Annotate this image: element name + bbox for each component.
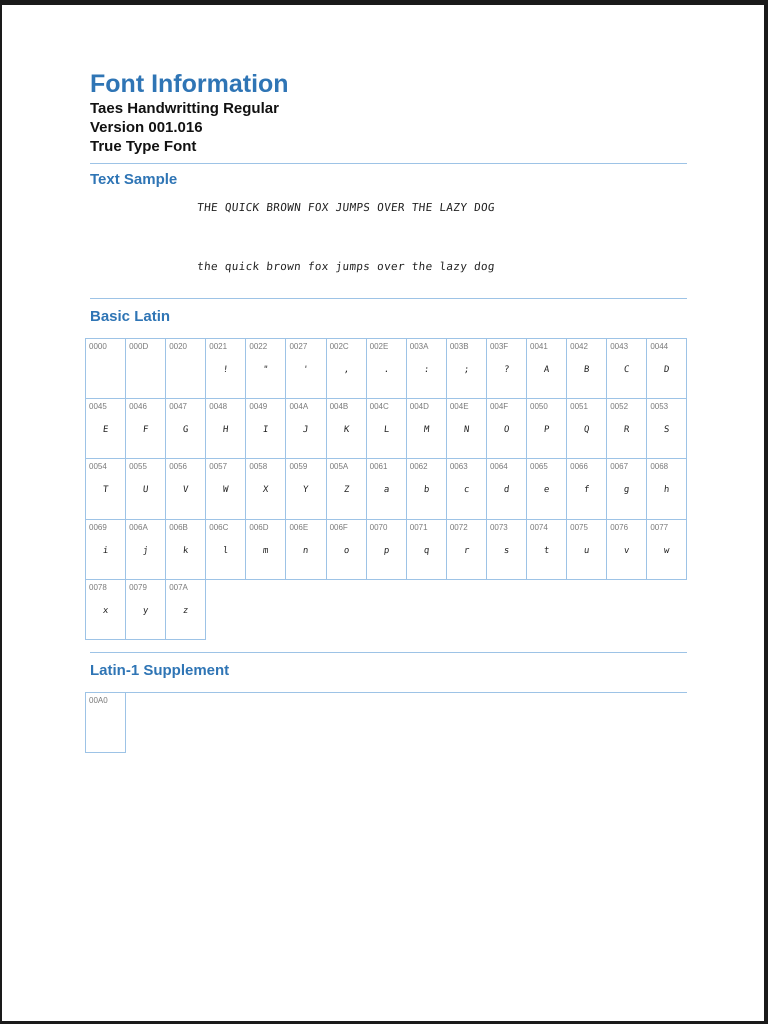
glyph-code: 002E (369, 342, 389, 351)
glyph-cell (607, 459, 647, 519)
glyph-sample: N (463, 425, 470, 436)
glyph-sample: e (543, 485, 550, 496)
font-name: Taes Handwritting Regular (90, 100, 279, 117)
glyph-sample: ! (222, 365, 230, 375)
glyph-cell (367, 339, 407, 399)
glyph-code: 0058 (249, 462, 268, 472)
glyph-cell (206, 520, 246, 580)
glyph-cell (487, 520, 527, 580)
sample-uppercase: THE QUICK BROWN FOX JUMPS OVER THE LAZY DOG (196, 201, 496, 214)
glyph-cell (126, 339, 166, 399)
glyph-sample: g (623, 485, 630, 496)
glyph-sample: s (503, 545, 510, 556)
glyph-sample: ' (302, 365, 310, 375)
glyph-code: 0027 (289, 342, 308, 351)
glyph-cell (126, 399, 166, 459)
glyph-code: 0063 (449, 462, 468, 472)
glyph-cell (647, 399, 687, 459)
glyph-cell (166, 459, 206, 519)
glyph-cell (407, 339, 447, 399)
glyph-sample: x (102, 605, 109, 616)
glyph-code: 006F (329, 522, 348, 532)
glyph-cell (286, 339, 326, 399)
glyph-cell (166, 339, 206, 399)
glyph-code: 0046 (129, 402, 147, 412)
glyph-code: 0020 (169, 342, 187, 351)
glyph-cell (86, 693, 126, 753)
divider (90, 163, 687, 164)
glyph-code: 004B (329, 402, 349, 412)
glyph-code: 004C (369, 402, 389, 412)
glyph-cell (567, 339, 607, 399)
glyph-code: 0000 (89, 342, 107, 351)
latin1-supplement-grid (85, 692, 687, 753)
glyph-cell (286, 399, 326, 459)
glyph-code: 0076 (610, 522, 629, 532)
glyph-cell (447, 459, 487, 519)
glyph-code: 0069 (89, 522, 107, 532)
glyph-sample: o (342, 545, 350, 556)
glyph-cell (166, 520, 206, 580)
glyph-code: 0073 (489, 522, 508, 532)
latin1-supplement-heading: Latin-1 Supplement (90, 662, 230, 679)
glyph-code: 004A (289, 402, 309, 412)
glyph-code: 0067 (610, 462, 629, 472)
glyph-cell (447, 399, 487, 459)
glyph-sample: C (623, 365, 630, 375)
text-sample-heading: Text Sample (90, 171, 178, 188)
glyph-cell (86, 520, 126, 580)
glyph-code: 0062 (409, 462, 428, 472)
glyph-sample: X (262, 485, 270, 496)
glyph-cell (407, 520, 447, 580)
glyph-sample: B (583, 365, 590, 375)
glyph-code: 0074 (530, 522, 548, 532)
glyph-cell (86, 399, 126, 459)
glyph-sample: q (423, 545, 430, 556)
glyph-sample: I (262, 425, 270, 436)
glyph-cell (367, 399, 407, 459)
glyph-cell (126, 580, 166, 640)
glyph-code: 0041 (530, 342, 548, 351)
glyph-sample: a (382, 485, 390, 496)
glyph-sample: L (382, 425, 390, 436)
glyph-code: 0043 (610, 342, 629, 351)
divider (90, 652, 687, 653)
glyph-sample: v (623, 545, 630, 556)
glyph-code: 0021 (209, 342, 228, 351)
glyph-cell (527, 520, 567, 580)
glyph-sample: G (182, 425, 189, 436)
glyph-code: 0079 (129, 582, 147, 592)
glyph-code: 005A (329, 462, 349, 472)
glyph-sample: K (342, 425, 350, 436)
glyph-sample: h (663, 485, 671, 496)
glyph-sample: , (342, 365, 350, 375)
glyph-cell (567, 459, 607, 519)
glyph-code: 006A (129, 522, 148, 532)
glyph-cell (487, 459, 527, 519)
glyph-code: 0061 (369, 462, 388, 472)
glyph-code: 0066 (570, 462, 588, 472)
glyph-cell (246, 459, 286, 519)
glyph-code: 0051 (570, 402, 588, 412)
glyph-cell (206, 459, 246, 519)
glyph-cell (327, 399, 367, 459)
glyph-cell (367, 520, 407, 580)
glyph-cell (286, 459, 326, 519)
glyph-code: 004F (489, 402, 509, 412)
page-title: Font Information (90, 70, 289, 98)
glyph-sample: Y (302, 485, 310, 496)
glyph-sample: T (102, 485, 109, 496)
glyph-code: 0045 (89, 402, 107, 412)
glyph-code: 002C (329, 342, 349, 351)
glyph-code: 0071 (409, 522, 428, 532)
glyph-sample: P (543, 425, 550, 436)
glyph-sample: i (102, 545, 109, 556)
glyph-sample: n (302, 545, 310, 556)
glyph-cell (327, 520, 367, 580)
glyph-code: 0068 (650, 462, 669, 472)
glyph-cell (607, 339, 647, 399)
glyph-cell (607, 520, 647, 580)
glyph-sample: k (182, 545, 189, 556)
glyph-code: 0056 (169, 462, 187, 472)
glyph-cell (86, 459, 126, 519)
glyph-cell (407, 459, 447, 519)
glyph-code: 003F (489, 342, 509, 351)
glyph-code: 0050 (530, 402, 548, 412)
glyph-code: 0022 (249, 342, 268, 351)
glyph-cell (607, 399, 647, 459)
glyph-cell (647, 520, 687, 580)
glyph-code: 0064 (489, 462, 508, 472)
glyph-code: 003B (449, 342, 469, 351)
glyph-cell (327, 459, 367, 519)
glyph-sample: f (583, 485, 590, 496)
glyph-sample: A (543, 365, 550, 375)
glyph-sample: b (423, 485, 430, 496)
glyph-code: 000D (129, 342, 149, 351)
glyph-code: 007A (169, 582, 188, 592)
glyph-sample: V (182, 485, 189, 496)
glyph-sample: S (663, 425, 671, 436)
glyph-code: 0075 (570, 522, 588, 532)
glyph-cell (286, 520, 326, 580)
glyph-sample: O (503, 425, 510, 436)
glyph-sample: l (222, 545, 230, 556)
glyph-cell (567, 399, 607, 459)
glyph-code: 006D (249, 522, 269, 532)
glyph-code: 0049 (249, 402, 268, 412)
glyph-cell (527, 459, 567, 519)
glyph-cell (567, 520, 607, 580)
glyph-code: 0044 (650, 342, 669, 351)
glyph-code: 006C (209, 522, 229, 532)
glyph-code: 0048 (209, 402, 228, 412)
glyph-code: 0053 (650, 402, 669, 412)
glyph-sample: D (663, 365, 671, 375)
glyph-cell (86, 339, 126, 399)
glyph-code: 006B (169, 522, 188, 532)
glyph-cell (487, 339, 527, 399)
glyph-cell (246, 520, 286, 580)
glyph-cell (647, 339, 687, 399)
glyph-code: 0070 (369, 522, 388, 532)
glyph-code: 0078 (89, 582, 107, 592)
glyph-cell (327, 339, 367, 399)
glyph-sample: " (262, 365, 270, 375)
glyph-cell (246, 339, 286, 399)
glyph-sample: Z (342, 485, 350, 496)
basic-latin-grid (85, 338, 687, 640)
glyph-sample: M (423, 425, 430, 436)
glyph-sample: F (142, 425, 149, 436)
font-type: True Type Font (90, 138, 197, 155)
glyph-code: 0077 (650, 522, 669, 532)
glyph-cell (126, 520, 166, 580)
glyph-sample: H (222, 425, 230, 436)
glyph-code: 0057 (209, 462, 228, 472)
glyph-code: 0055 (129, 462, 147, 472)
glyph-cell (447, 339, 487, 399)
glyph-code: 003A (409, 342, 429, 351)
glyph-code: 0052 (610, 402, 629, 412)
basic-latin-heading: Basic Latin (90, 308, 171, 325)
glyph-cell (126, 459, 166, 519)
glyph-sample: U (142, 485, 149, 496)
glyph-cell (206, 399, 246, 459)
glyph-cell (166, 399, 206, 459)
glyph-code: 004D (409, 402, 429, 412)
glyph-code: 006E (289, 522, 309, 532)
glyph-sample: r (463, 545, 470, 556)
glyph-code: 0054 (89, 462, 107, 472)
glyph-sample: R (623, 425, 630, 436)
glyph-sample: t (543, 545, 550, 556)
glyph-code: 00A0 (89, 696, 108, 705)
glyph-cell (86, 580, 126, 640)
glyph-code: 0047 (169, 402, 187, 412)
glyph-code: 0059 (289, 462, 308, 472)
glyph-cell (246, 399, 286, 459)
glyph-sample: y (142, 605, 149, 616)
glyph-cell (647, 459, 687, 519)
glyph-cell (527, 399, 567, 459)
glyph-sample: ? (503, 365, 510, 375)
glyph-sample: p (382, 545, 390, 556)
glyph-sample: : (423, 365, 430, 375)
glyph-cell (487, 399, 527, 459)
glyph-cell (407, 399, 447, 459)
glyph-code: 0065 (530, 462, 548, 472)
sample-lowercase: the quick brown fox jumps over the lazy dog (196, 260, 496, 273)
glyph-sample: W (222, 485, 230, 496)
glyph-sample: z (182, 605, 189, 616)
glyph-cell (206, 339, 246, 399)
glyph-sample: ; (463, 365, 470, 375)
font-version: Version 001.016 (90, 119, 203, 136)
glyph-sample: . (382, 365, 390, 375)
font-info-header (90, 69, 687, 156)
glyph-sample: w (663, 545, 671, 556)
glyph-code: 004E (449, 402, 469, 412)
glyph-cell (447, 520, 487, 580)
glyph-sample: j (142, 545, 149, 556)
glyph-sample: m (262, 545, 270, 556)
glyph-cell (166, 580, 206, 640)
glyph-cell (527, 339, 567, 399)
glyph-sample: E (102, 425, 109, 436)
glyph-code: 0042 (570, 342, 588, 351)
glyph-sample: u (583, 545, 590, 556)
glyph-sample: J (302, 425, 310, 436)
glyph-sample: d (503, 485, 510, 496)
glyph-sample: c (463, 485, 470, 496)
glyph-cell (367, 459, 407, 519)
glyph-sample: Q (583, 425, 590, 436)
divider (90, 298, 687, 299)
glyph-code: 0072 (449, 522, 468, 532)
